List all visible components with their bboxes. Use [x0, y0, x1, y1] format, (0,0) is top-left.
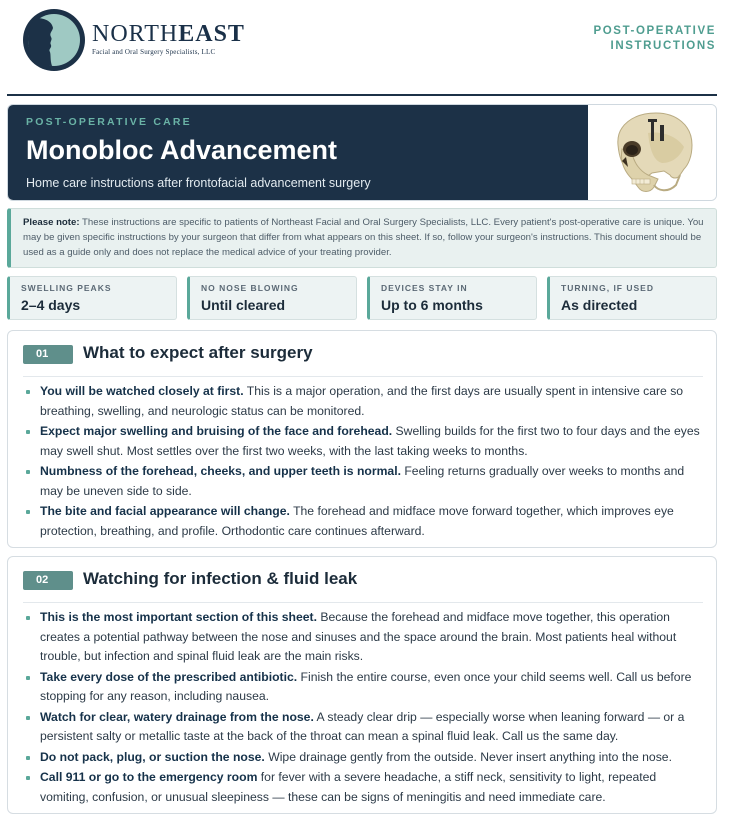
list-item: You will be watched closely at first. This is a major operation, and the first days are usually spent in intensive care so breathing, swelling, and neurologic status can be monitored. [23, 382, 703, 421]
section-title: What to expect after surgery [83, 343, 313, 362]
list-item: The bite and facial appearance will change. The forehead and midface move forward together, which improves eye protection, breathing, and profile. Orthodontic care continues afterward. [23, 502, 703, 541]
header-divider [7, 94, 717, 96]
section-list [23, 608, 703, 808]
stat-value: Up to 6 months [381, 297, 483, 313]
page-header [0, 0, 730, 96]
stat-card-swelling [7, 276, 177, 320]
hero-banner [7, 104, 717, 201]
stat-value: 2–4 days [21, 297, 81, 313]
stat-card-devices [367, 276, 537, 320]
list-item: Call 911 or go to the emergency room for fever with a severe headache, a stiff neck, sensitivity to light, repeated vomiting, confusion, or unusual sleepiness — these can be signs of meningitis and need immediate care. [23, 768, 703, 807]
brand-block [92, 22, 245, 56]
northeast-logo-icon [22, 8, 86, 72]
stat-label: NO NOSE BLOWING [201, 283, 299, 293]
section-divider [23, 376, 703, 377]
stat-card-turning [547, 276, 717, 320]
list-item: Watch for clear, watery drainage from the nose. A steady clear drip — especially worse when leaning forward — or a persistent salty or metallic taste at the back of the throat can mean a spinal fluid leak. Call us the same day. [23, 708, 703, 747]
section-list [23, 382, 703, 542]
stat-value: As directed [561, 297, 638, 313]
section-number-badge: 01 [23, 345, 73, 364]
hero-kicker: POST-OPERATIVE CARE [26, 116, 192, 128]
stat-value: Until cleared [201, 297, 286, 313]
section-divider [23, 602, 703, 603]
list-item: Take every dose of the prescribed antibiotic. Finish the entire course, even once your child seems well. Call us before stopping for any reason, including nausea. [23, 668, 703, 707]
section-title: Watching for infection & fluid leak [83, 569, 358, 588]
brand-name: NORTHEAST [92, 21, 245, 47]
document-label: POST-OPERATIVE INSTRUCTIONS [593, 25, 716, 52]
hero-subtitle: Home care instructions after frontofacial advancement surgery [26, 176, 371, 190]
hero-text-panel [8, 105, 588, 201]
section-what-to-expect [7, 330, 717, 548]
skull-illustration-icon [588, 105, 717, 201]
section-number-badge: 02 [23, 571, 73, 590]
list-item: Expect major swelling and bruising of the face and forehead. Swelling builds for the first two to four days and the eyes may swell shut. Most settles over the first two weeks, with the last taking weeks to months. [23, 422, 703, 461]
list-item: Do not pack, plug, or suction the nose. Wipe drainage gently from the outside. Never insert anything into the nose. [23, 748, 703, 768]
note-text: These instructions are specific to patients of Northeast Facial and Oral Surgery Specialists, LLC. Every patient's post-operative care is unique. You may be given specific instructions by your surgeon that differ from what appears on this sheet. If so, follow your surgeon's instructions. This document should be used as a guide only and does not replace the medical advice of your treating provider. [23, 217, 704, 258]
list-item: Numbness of the forehead, cheeks, and upper teeth is normal. Feeling returns gradually over weeks to months and may be uneven side to side. [23, 462, 703, 501]
hero-image [588, 105, 717, 201]
stat-label: SWELLING PEAKS [21, 283, 112, 293]
note-label: Please note: [23, 217, 80, 228]
page-title: Monobloc Advancement [26, 135, 338, 165]
stat-label: DEVICES STAY IN [381, 283, 468, 293]
brand-subtitle: Facial and Oral Surgery Specialists, LLC [92, 48, 216, 56]
stat-card-nose-blowing [187, 276, 357, 320]
stat-label: TURNING, IF USED [561, 283, 654, 293]
list-item: This is the most important section of this sheet. Because the forehead and midface move together, this operation creates a potential pathway between the nose and sinuses and the space around the brain. Most patients heal without trouble, but infection and spinal fluid leak are the main risks. [23, 608, 703, 667]
section-infection-fluid-leak [7, 556, 717, 814]
disclaimer-note [7, 208, 717, 268]
